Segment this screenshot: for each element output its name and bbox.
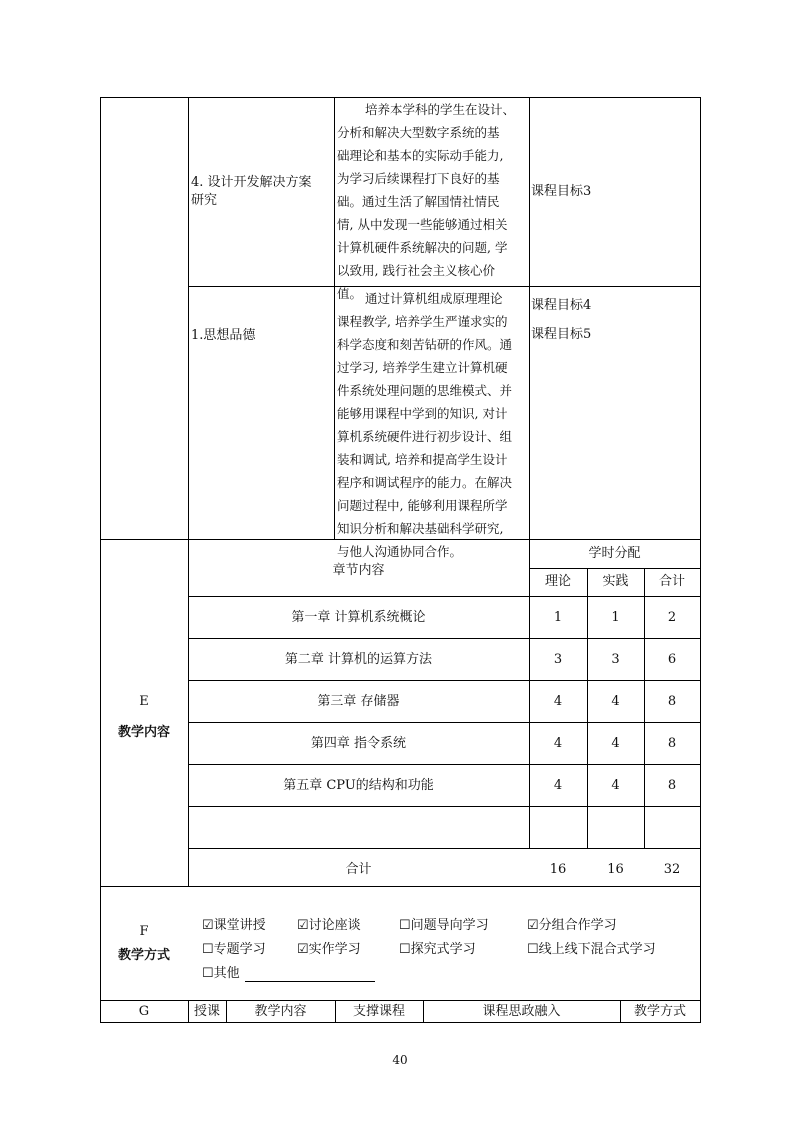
option-group-work-checkbox[interactable] — [527, 918, 617, 934]
section-divider-g — [100, 1000, 700, 1001]
desc-line: 过学习, 培养学生建立计算机硬 — [337, 360, 508, 375]
d-row1-item-line2: 研究 — [191, 193, 218, 208]
chapter-3-theory: 4 — [553, 694, 563, 709]
desc-line: 科学态度和刻苦钻研的作风。通 — [337, 337, 513, 352]
desc-line: 础理论和基本的实际动手能力, — [337, 148, 504, 163]
desc-line: 问题过程中, 能够利用课程所学 — [337, 498, 508, 513]
chapter-1-name: 第一章 计算机系统概论 — [291, 610, 426, 625]
section-e-title: 教学内容 — [117, 725, 170, 740]
chapter-4-practice: 4 — [611, 736, 620, 751]
d-row2-target-2: 课程目标5 — [531, 327, 592, 342]
section-divider-f — [100, 886, 700, 887]
header-total: 合计 — [658, 574, 685, 589]
checkbox-icon: ☐ — [527, 942, 539, 957]
chapter-3-name: 第三章 存储器 — [317, 694, 400, 709]
row-divider-e1 — [188, 596, 700, 597]
chapter-1-theory: 1 — [553, 610, 563, 625]
checkbox-icon: ☐ — [202, 966, 214, 981]
sum-label: 合计 — [345, 862, 372, 877]
desc-line: 通过计算机组成原理理论 — [365, 291, 503, 306]
option-label: 讨论座谈 — [308, 918, 361, 933]
chapter-4-total: 8 — [667, 736, 677, 751]
section-f-letter: F — [139, 924, 149, 939]
row-divider-e5 — [188, 764, 700, 765]
desc-line: 知识分析和解决基础科学研究, — [337, 521, 504, 536]
desc-line: 情, 从中发现一些能够通过相关 — [337, 217, 508, 232]
d-row2-target-1: 课程目标4 — [531, 298, 592, 313]
option-label: 问题导向学习 — [410, 918, 489, 933]
hours-sub-divider — [529, 568, 700, 569]
desc-line: 值。 — [337, 286, 363, 301]
checkbox-icon: ☑ — [297, 918, 309, 933]
option-discussion-checkbox[interactable] — [297, 918, 361, 934]
option-topic-study-checkbox[interactable] — [202, 942, 266, 958]
page-number: 40 — [392, 1053, 408, 1067]
col-divider-label — [188, 97, 189, 886]
option-label: 专题学习 — [213, 942, 266, 957]
header-practice: 实践 — [602, 574, 629, 589]
d-row1-target: 课程目标3 — [531, 184, 592, 199]
section-f-title: 教学方式 — [117, 948, 170, 963]
chapter-2-practice: 3 — [611, 652, 620, 667]
section-g-letter: G — [138, 1004, 150, 1019]
desc-line: 课程教学, 培养学生严谨求实的 — [337, 314, 508, 329]
desc-line: 为学习后续课程打下良好的基 — [337, 171, 500, 186]
desc-line: 能够用课程中学到的知识, 对计 — [337, 406, 508, 421]
d-row2-description — [337, 287, 529, 563]
checkbox-icon: ☐ — [399, 942, 411, 957]
checkbox-icon: ☑ — [527, 918, 539, 933]
g-header-method: 教学方式 — [633, 1004, 686, 1019]
option-other-checkbox[interactable] — [202, 966, 240, 982]
option-label: 线上线下混合式学习 — [538, 942, 656, 957]
g-header-ideological: 课程思政融入 — [482, 1004, 561, 1019]
desc-line: 件系统处理问题的思维模式、并 — [337, 383, 513, 398]
row-divider-e4 — [188, 722, 700, 723]
desc-line: 础。通过生活了解国情社情民 — [337, 194, 500, 209]
header-chapter-content: 章节内容 — [332, 563, 385, 578]
table-left-border — [100, 97, 101, 1023]
desc-line: 程序和调试程序的能力。在解决 — [337, 475, 513, 490]
g-header-content: 教学内容 — [254, 1004, 307, 1019]
option-inquiry-checkbox[interactable] — [399, 942, 476, 958]
option-label: 实作学习 — [308, 942, 361, 957]
chapter-3-practice: 4 — [611, 694, 620, 709]
desc-line: 装和调试, 培养和提高学生设计 — [337, 452, 508, 467]
sum-total: 32 — [663, 862, 681, 877]
checkbox-icon: ☑ — [202, 918, 214, 933]
option-problem-based-checkbox[interactable] — [399, 918, 489, 934]
option-label: 课堂讲授 — [213, 918, 266, 933]
option-label: 其他 — [213, 966, 240, 981]
d-row2-item: 1.思想品德 — [191, 328, 256, 343]
d-row1-item-line1: 4. 设计开发解决方案 — [191, 175, 312, 190]
desc-line: 培养本学科的学生在设计、 — [365, 102, 516, 117]
g-header-support-course: 支撑课程 — [352, 1004, 405, 1019]
option-label: 分组合作学习 — [538, 918, 617, 933]
g-header-lecture: 授课 — [193, 1004, 220, 1019]
checkbox-icon: ☐ — [202, 942, 214, 957]
table-right-border — [700, 97, 701, 1023]
desc-line: 算机系统硬件进行初步设计、组 — [337, 429, 513, 444]
chapter-5-theory: 4 — [553, 778, 563, 793]
chapter-2-theory: 3 — [553, 652, 563, 667]
option-label: 探究式学习 — [410, 942, 476, 957]
chapter-2-name: 第二章 计算机的运算方法 — [284, 652, 433, 667]
option-blended-checkbox[interactable] — [527, 942, 656, 958]
chapter-3-total: 8 — [667, 694, 677, 709]
row-divider-e6 — [188, 806, 700, 807]
col-divider-desc — [334, 97, 335, 539]
header-hours-allocation: 学时分配 — [588, 546, 641, 561]
other-fill-in-blank[interactable] — [245, 981, 375, 982]
chapter-1-practice: 1 — [611, 610, 620, 625]
d-row1-description — [337, 98, 529, 305]
desc-line: 与他人沟通协同合作。 — [337, 544, 463, 559]
desc-line: 计算机硬件系统解决的问题, 学 — [337, 240, 508, 255]
chapter-5-practice: 4 — [611, 778, 620, 793]
checkbox-icon: ☑ — [297, 942, 309, 957]
section-e-letter: E — [139, 694, 149, 709]
row-divider-e2 — [188, 638, 700, 639]
option-lecture-checkbox[interactable] — [202, 918, 266, 934]
sum-theory: 16 — [549, 862, 567, 877]
sum-practice: 16 — [607, 862, 624, 877]
header-theory: 理论 — [544, 574, 571, 589]
row-divider-e7 — [188, 848, 700, 849]
chapter-4-theory: 4 — [553, 736, 563, 751]
table-bottom-line — [100, 1022, 700, 1023]
chapter-2-total: 6 — [667, 652, 677, 667]
chapter-4-name: 第四章 指令系统 — [310, 736, 407, 751]
chapter-5-name: 第五章 CPU的结构和功能 — [283, 778, 434, 793]
chapter-1-total: 2 — [667, 610, 677, 625]
checkbox-icon: ☐ — [399, 918, 411, 933]
row-divider-e3 — [188, 680, 700, 681]
desc-line: 以致用, 践行社会主义核心价 — [337, 263, 495, 278]
option-practical-checkbox[interactable] — [297, 942, 361, 958]
desc-line: 分析和解决大型数字系统的基 — [337, 125, 500, 140]
chapter-5-total: 8 — [667, 778, 677, 793]
